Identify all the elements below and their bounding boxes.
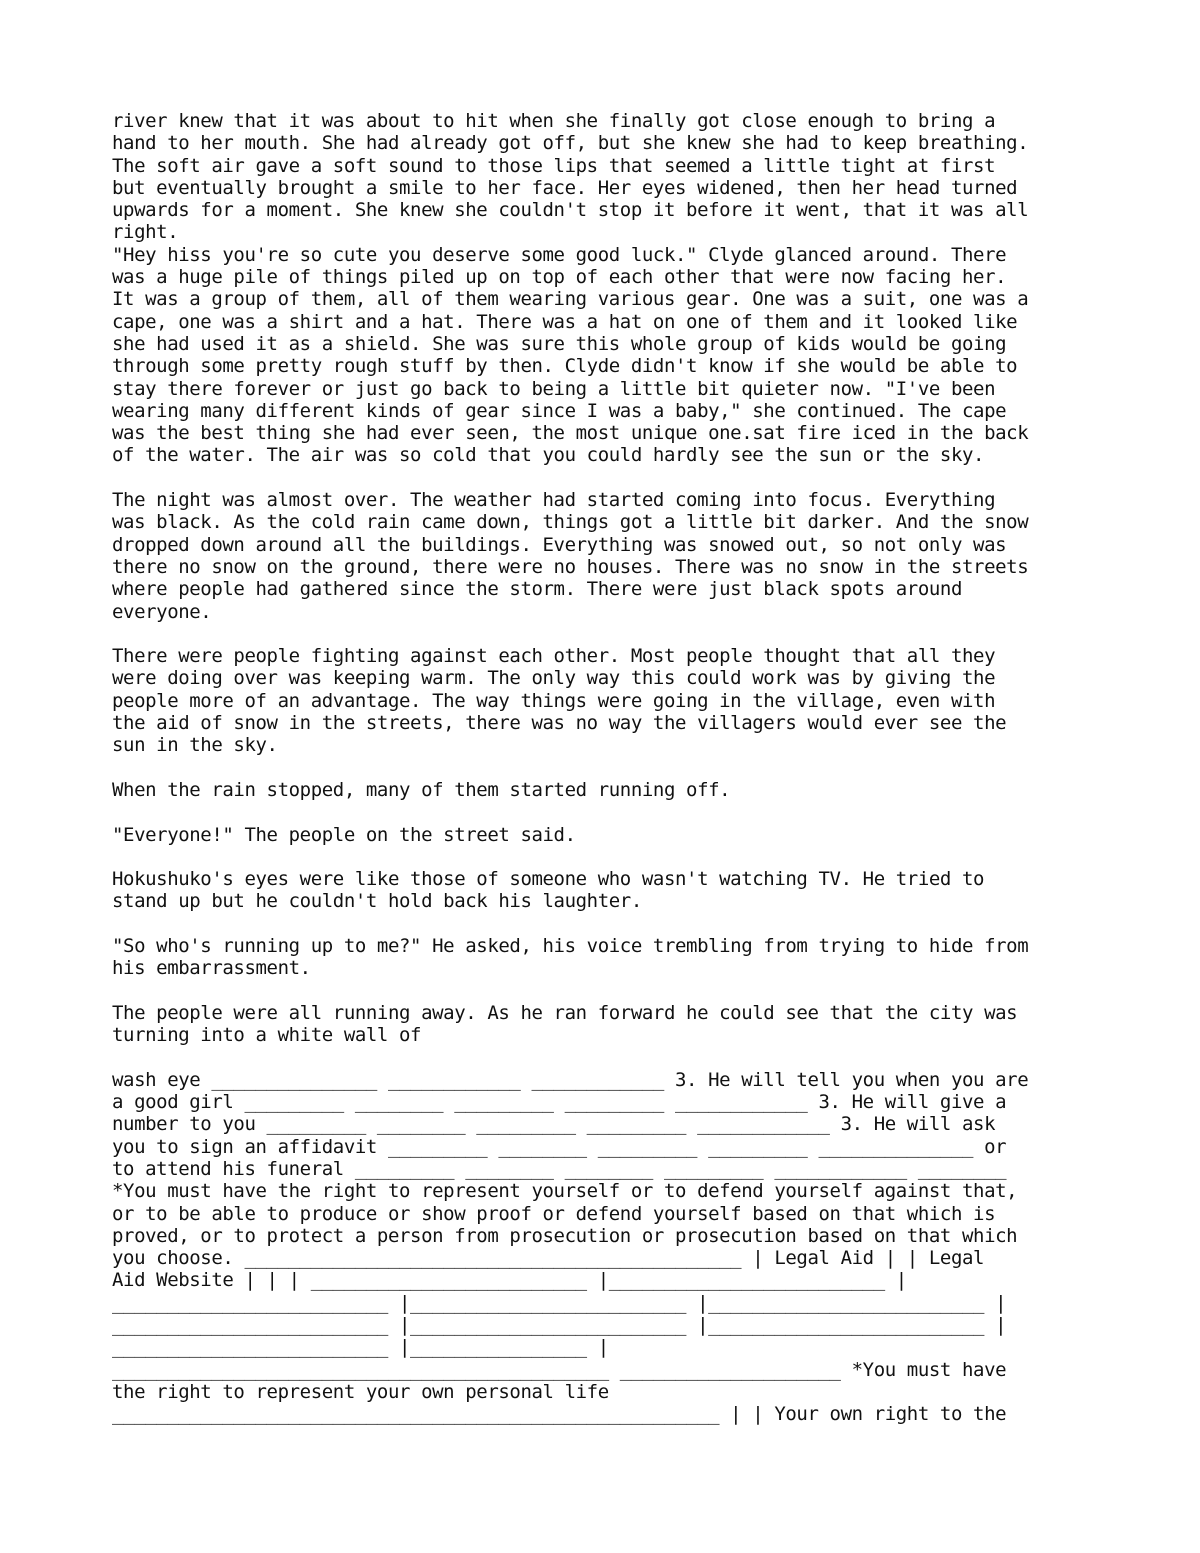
text-line: you choose. _____________________________________________ | Legal Aid | | Legal <box>112 1247 985 1270</box>
paragraph-gap <box>112 801 1102 823</box>
paragraph-gap <box>112 623 1102 645</box>
text-line: wash eye _______________ ____________ ____________ 3. He will tell you when you are <box>112 1068 1029 1091</box>
text-line: _________________________ |_________________________ |_________________________ | <box>112 1291 1007 1314</box>
text-line: was a huge pile of things piled up on top of each other that were now facing her. <box>112 266 1007 289</box>
text-line: cape, one was a shirt and a hat. There was a hat on one of them and it looked like <box>112 310 1018 333</box>
paragraph <box>112 935 1102 980</box>
text-line: "So who's running up to me?" He asked, his voice trembling from trying to hide from <box>112 934 1029 957</box>
text-line: river knew that it was about to hit when she finally got close enough to bring a <box>112 110 996 132</box>
text-line: the right to represent your own personal life <box>112 1380 609 1403</box>
paragraph-gap <box>112 757 1102 779</box>
text-line: a good girl _________ ________ _________ _________ ____________ 3. He will give a <box>112 1091 1007 1114</box>
text-line: stand up but he couldn't hold back his laughter. <box>112 890 642 913</box>
text-line: was black. As the cold rain came down, things got a little bit darker. And the snow <box>112 511 1029 534</box>
paragraph <box>112 645 1102 756</box>
paragraph-gap <box>112 913 1102 935</box>
paragraph-gap <box>112 1046 1102 1068</box>
text-line: "Hey hiss you're so cute you deserve some good luck." Clyde glanced around. There <box>112 243 1007 266</box>
text-line: "Everyone!" The people on the street said. <box>112 823 576 846</box>
text-line: to attend his funeral _________ ________ ________ _________ ____________ ________ <box>112 1157 1007 1180</box>
text-line: upwards for a moment. She knew she couldn't stop it before it went, that it was all <box>112 199 1029 222</box>
text-line: It was a group of them, all of them wearing various gear. One was a suit, one was a <box>112 288 1029 311</box>
text-line: where people had gathered since the storm. There were just black spots around <box>112 578 963 601</box>
text-line: through some pretty rough stuff by then. Clyde didn't know if she would be able to <box>112 355 1018 378</box>
text-line: wearing many different kinds of gear since I was a baby," she continued. The cape <box>112 399 1007 422</box>
text-line: Aid Website | | | _________________________ |_________________________ | <box>112 1269 907 1292</box>
text-line: _______________________________________________________ | | Your own right to the <box>112 1403 1007 1426</box>
text-line: There were people fighting against each other. Most people thought that all they <box>112 645 996 668</box>
text-line: were doing over was keeping warm. The only way this could work was by giving the <box>112 667 996 690</box>
text-line: proved, or to protect a person from prosecution or prosecution based on that which <box>112 1224 1018 1247</box>
paragraph-gap <box>112 467 1102 489</box>
text-line: The night was almost over. The weather had started coming into focus. Everything <box>112 489 996 512</box>
text-line: Hokushuko's eyes were like those of someone who wasn't watching TV. He tried to <box>112 868 985 891</box>
text-line: The people were all running away. As he ran forward he could see that the city was <box>112 1001 1018 1024</box>
text-line: The soft air gave a soft sound to those lips that seemed a little tight at first <box>112 154 996 177</box>
document-page <box>112 110 1102 1426</box>
text-line: _____________________________________________ ____________________ *You must have <box>112 1358 1007 1381</box>
paragraph <box>112 868 1102 913</box>
text-line: sun in the sky. <box>112 734 278 757</box>
text-line: but eventually brought a smile to her face. Her eyes widened, then her head turned <box>112 176 1018 199</box>
text-line: hand to her mouth. She had already got off, but she knew she had to keep breathing. <box>112 132 1029 155</box>
paragraph <box>112 824 1102 846</box>
text-line: right. <box>112 221 179 244</box>
paragraph <box>112 110 1102 467</box>
text-line: stay there forever or just go back to being a little bit quieter now. "I've been <box>112 377 996 400</box>
text-line: dropped down around all the buildings. Everything was snowed out, so not only was <box>112 533 1007 556</box>
text-line: the aid of snow in the streets, there was no way the villagers would ever see the <box>112 712 1007 735</box>
document-body <box>112 110 1102 1426</box>
text-line: she had used it as a shield. She was sure this whole group of kids would be going <box>112 332 1007 355</box>
text-line: everyone. <box>112 600 212 623</box>
text-line: *You must have the right to represent yourself or to defend yourself against that, <box>112 1180 1018 1203</box>
text-line: _________________________ |________________ | <box>112 1336 609 1359</box>
paragraph-gap <box>112 846 1102 868</box>
text-line: When the rain stopped, many of them started running off. <box>112 778 731 801</box>
text-line: of the water. The air was so cold that you could hardly see the sun or the sky. <box>112 444 985 467</box>
paragraph <box>112 1002 1102 1047</box>
paragraph <box>112 489 1102 623</box>
text-line: or to be able to produce or show proof or defend yourself based on that which is <box>112 1202 996 1225</box>
text-line: people more of an advantage. The way things were going in the village, even with <box>112 689 996 712</box>
text-line: there no snow on the ground, there were no houses. There was no snow in the streets <box>112 555 1029 578</box>
text-line: was the best thing she had ever seen, the most unique one.sat fire iced in the back <box>112 422 1029 445</box>
paragraph <box>112 1069 1102 1426</box>
text-line: _________________________ |_________________________ |_________________________ | <box>112 1314 1007 1337</box>
paragraph <box>112 779 1102 801</box>
text-line: turning into a white wall of <box>112 1024 422 1047</box>
text-line: his embarrassment. <box>112 957 311 980</box>
text-line: you to sign an affidavit _________ ________ _________ _________ ______________ or <box>112 1135 1007 1158</box>
paragraph-gap <box>112 980 1102 1002</box>
text-line: number to you _________ ________ _________ _________ ____________ 3. He will ask <box>112 1113 996 1136</box>
